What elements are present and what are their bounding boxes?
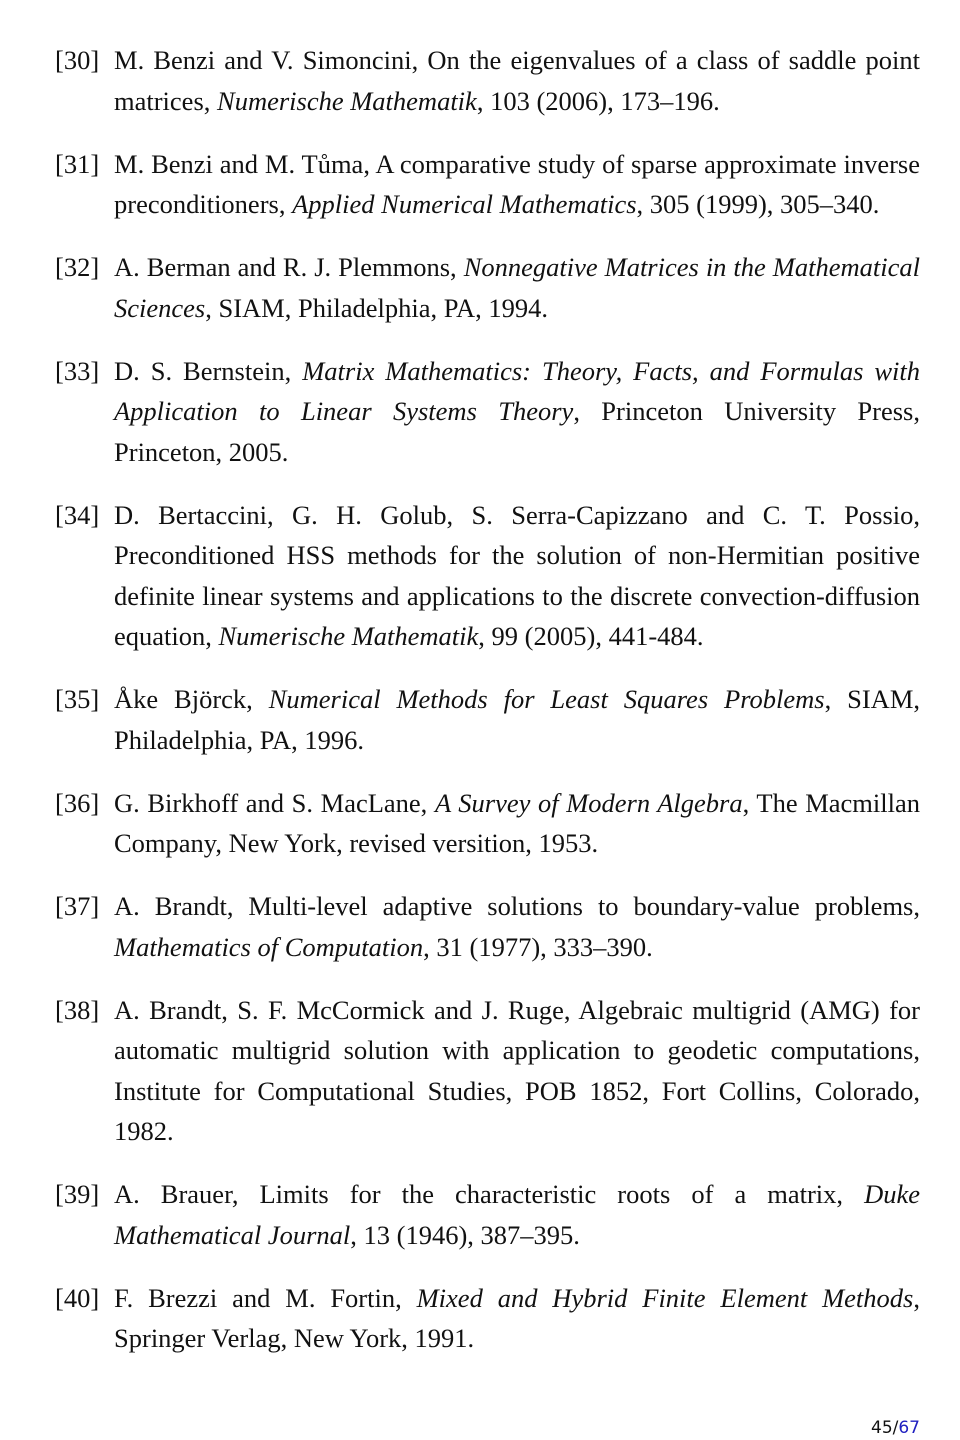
reference-text: , SIAM, Philadelphia, PA, 1996. — [114, 684, 921, 755]
reference-text: , 103 (2006), 173–196. — [476, 85, 720, 116]
reference-label: [33] — [55, 355, 100, 386]
reference-title: Numerische Mathematik — [218, 621, 479, 651]
reference-entry — [55, 990, 920, 1152]
reference-text: , 305 (1999), 305–340. — [636, 189, 880, 219]
reference-label: [34] — [55, 499, 100, 530]
reference-title: Applied Numerical Mathematics — [292, 189, 637, 219]
reference-entry — [55, 1174, 920, 1255]
reference-title: Numerical Methods for Least Squares Problems — [268, 684, 825, 714]
reference-title: Mathematics of Computation — [114, 931, 424, 962]
reference-label: [40] — [55, 1282, 100, 1313]
reference-text: , The Macmillan Company, New York, revised versition, 1953. — [114, 787, 921, 858]
reference-text: D. Bertaccini, G. H. Golub, S. Serra-Capizzano and C. T. Possio, Preconditioned HSS methods for the solution of non-Hermitian positive definite linear systems and applications to the discrete convection-diffusion equation, — [114, 499, 920, 651]
reference-text: , 13 (1946), 387–395. — [350, 1219, 580, 1250]
current-page: 45/ — [871, 1418, 899, 1438]
reference-text: M. Benzi and M. Tůma, A comparative study of sparse approximate inverse preconditioners, — [114, 148, 920, 219]
reference-text: , Springer Verlag, New York, 1991. — [114, 1282, 920, 1353]
reference-label: [35] — [55, 684, 100, 714]
reference-label: [37] — [55, 891, 100, 921]
reference-label: [39] — [55, 1179, 100, 1209]
reference-list — [55, 40, 920, 1381]
reference-title: Numerische Mathematik — [217, 85, 477, 116]
reference-title: A Survey of Modern Algebra — [434, 787, 743, 818]
reference-label: [32] — [55, 252, 100, 282]
reference-text: M. Benzi and V. Simoncini, On the eigenvalues of a class of saddle point matrices, — [114, 45, 920, 116]
reference-label: [36] — [55, 787, 100, 818]
reference-label: [38] — [55, 994, 100, 1025]
total-pages-link[interactable]: 67 — [898, 1418, 920, 1438]
reference-text: , SIAM, Philadelphia, PA, 1994. — [205, 292, 549, 323]
reference-entry — [55, 886, 920, 967]
reference-title: Mixed and Hybrid Finite Element Methods — [416, 1282, 914, 1313]
reference-label: [30] — [55, 45, 100, 75]
reference-text: A. Brandt, Multi-level adaptive solutions to boundary-value problems, — [114, 891, 920, 921]
reference-entry — [55, 495, 920, 657]
reference-text: A. Brandt, S. F. McCormick and J. Ruge, Algebraic multigrid (AMG) for automatic multigrid solution with application to geodetic computations, Institute for Computational Studies, POB 1852, Fort Collins, Colorado, 1982. — [114, 994, 920, 1146]
reference-text: , 99 (2005), 441-484. — [478, 621, 704, 651]
reference-entry — [55, 351, 920, 473]
reference-title: Nonnegative Matrices in the Mathematical Sciences — [114, 252, 920, 323]
reference-text: , Princeton University Press, Princeton, 2005. — [114, 396, 920, 467]
reference-entry — [55, 679, 920, 760]
reference-text: D. S. Bernstein, — [114, 355, 303, 386]
reference-entry — [55, 783, 920, 864]
page-number — [871, 1418, 920, 1438]
reference-title: Duke Mathematical Journal — [114, 1179, 920, 1250]
reference-text: Åke Björck, — [114, 684, 269, 714]
reference-title: Matrix Mathematics: Theory, Facts, and Formulas with Application to Linear Systems Theory — [114, 355, 920, 426]
reference-entry — [55, 40, 920, 121]
reference-text: G. Birkhoff and S. MacLane, — [114, 787, 435, 818]
reference-text: F. Brezzi and M. Fortin, — [114, 1282, 417, 1313]
reference-entry — [55, 247, 920, 328]
reference-entry — [55, 144, 920, 225]
reference-text: A. Berman and R. J. Plemmons, — [114, 252, 464, 282]
reference-text: , 31 (1977), 333–390. — [423, 931, 653, 962]
reference-entry — [55, 1278, 920, 1359]
reference-text: A. Brauer, Limits for the characteristic roots of a matrix, — [114, 1179, 865, 1209]
reference-label: [31] — [55, 148, 100, 179]
